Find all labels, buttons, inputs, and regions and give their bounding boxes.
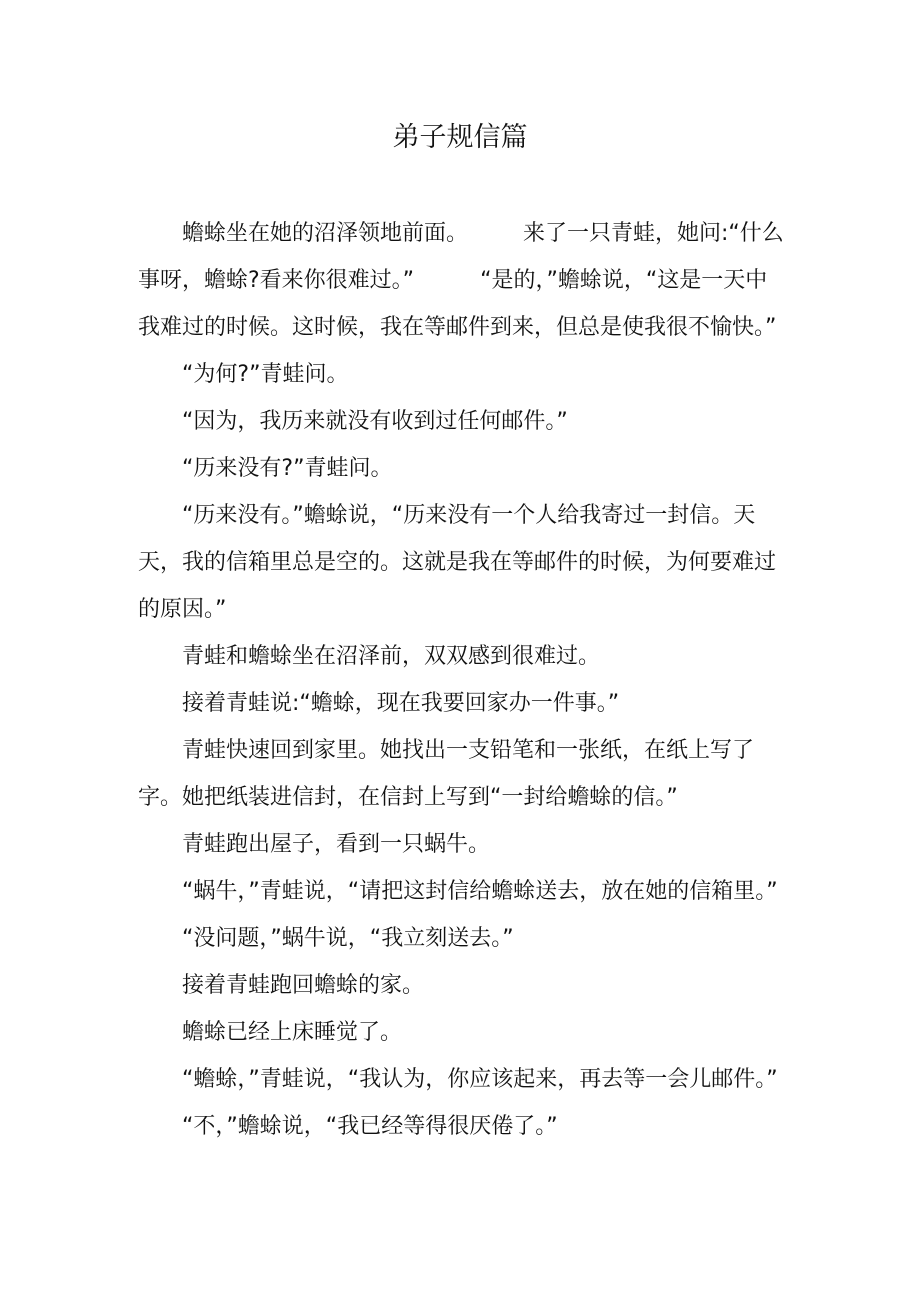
document-body bbox=[138, 210, 788, 1150]
paragraph: “蜗牛，”青蛙说，“请把这封信给蟾蜍送去，放在她的信箱里。” bbox=[182, 879, 778, 904]
document-title: 弟子规信篇 bbox=[392, 122, 528, 153]
paragraph: 蟾蜍坐在她的沼泽领地前面。 来了一只青蛙，她问:“什么事呀，蟾蜍?看来你很难过。” “是的，”蟾蜍说，“这是一天中我难过的时候。这时候，我在等邮件到来，但总是使我很不愉快。” bbox=[138, 221, 784, 340]
paragraph: “不，”蟾蜍说，“我已经等得很厌倦了。” bbox=[182, 1114, 558, 1139]
paragraph: 青蛙和蟾蜍坐在沼泽前，双双感到很难过。 bbox=[182, 644, 601, 669]
paragraph: 接着青蛙跑回蟾蜍的家。 bbox=[182, 973, 425, 998]
paragraph: “没问题，”蜗牛说，“我立刻送去。” bbox=[182, 926, 514, 951]
paragraph: “历来没有?”青蛙问。 bbox=[182, 456, 393, 481]
paragraph: “历来没有。”蟾蜍说，“历来没有一个人给我寄过一封信。天天，我的信箱里总是空的。这就是我在等邮件的时候，为何要难过的原因。” bbox=[138, 503, 777, 622]
paragraph: “蟾蜍，”青蛙说，“我认为，你应该起来，再去等一会儿邮件。” bbox=[182, 1067, 778, 1092]
paragraph: 接着青蛙说:“蟾蜍，现在我要回家办一件事。” bbox=[182, 691, 620, 716]
paragraph: 蟾蜍已经上床睡觉了。 bbox=[182, 1020, 403, 1045]
paragraph: “因为，我历来就没有收到过任何邮件。” bbox=[182, 409, 568, 434]
paragraph: 青蛙跑出屋子，看到一只蜗牛。 bbox=[182, 832, 491, 857]
paragraph: “为何?”青蛙问。 bbox=[182, 362, 349, 387]
paragraph: 青蛙快速回到家里。她找出一支铅笔和一张纸，在纸上写了字。她把纸装进信封，在信封上写到“一封给蟾蜍的信。” bbox=[138, 738, 755, 810]
